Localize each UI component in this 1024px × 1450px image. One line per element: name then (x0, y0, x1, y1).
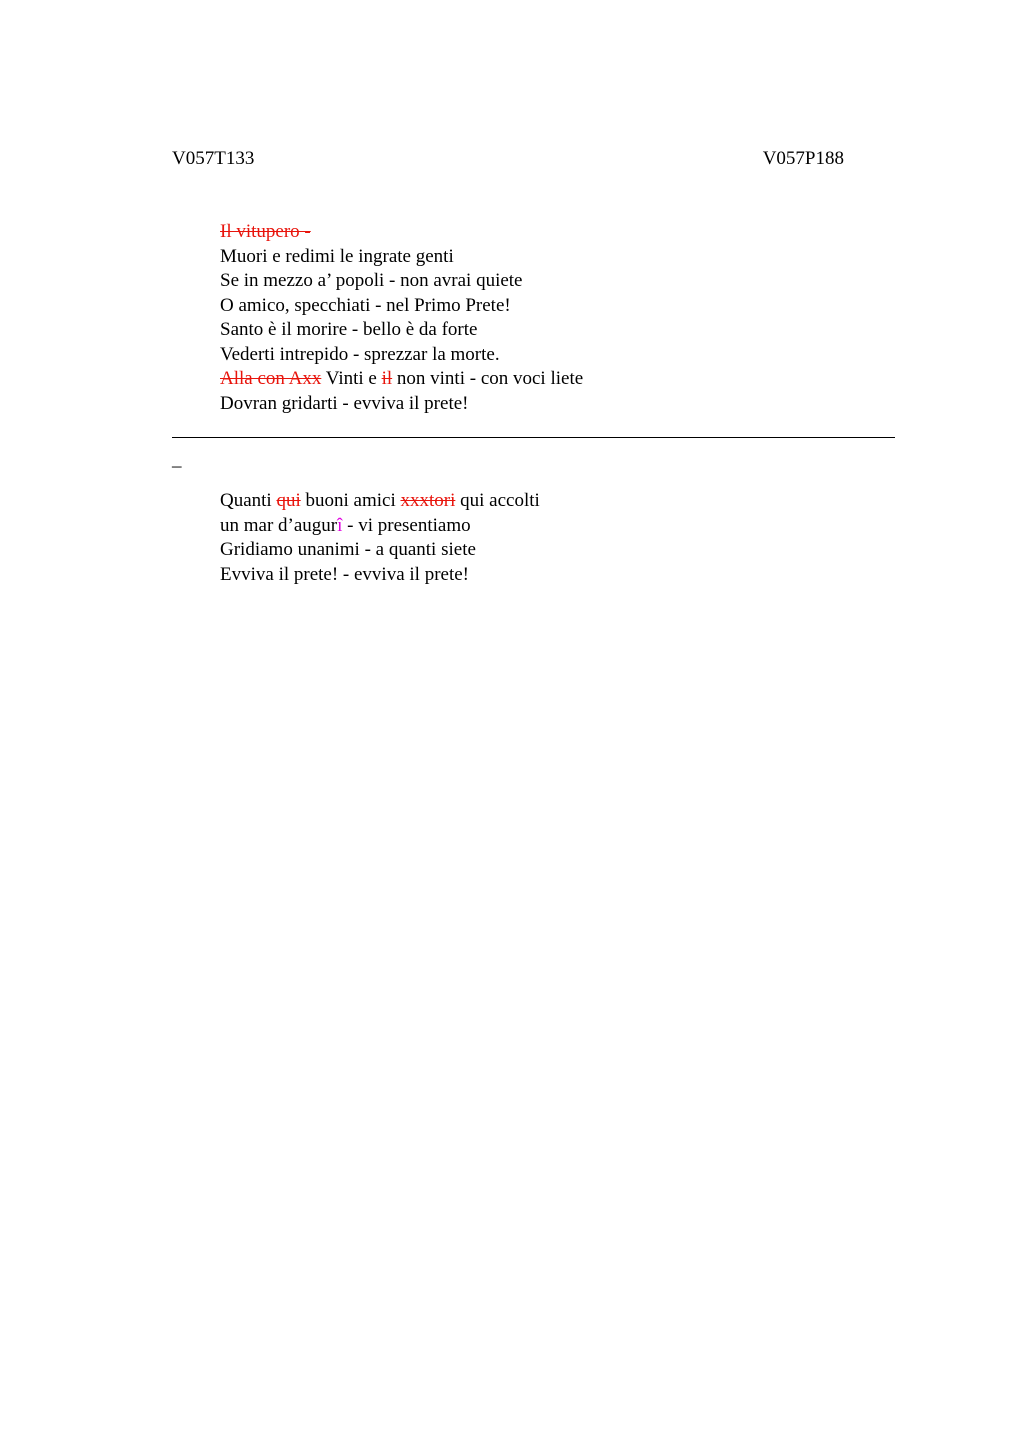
verse-line (220, 489, 900, 514)
verse-line: Gridiamo unanimi - a quanti siete (220, 539, 476, 560)
deleted-text: qui (276, 490, 301, 511)
verse-line: Vederti intrepido - sprezzar la morte. (220, 343, 500, 365)
verse-line: O amico, specchiati - nel Primo Prete! (220, 294, 511, 316)
inserted-text: î (337, 514, 343, 536)
stanza-1 (220, 220, 900, 416)
verse-line: Dovran gridarti - evviva il prete! (220, 392, 469, 414)
document-code-right: V057P188 (762, 148, 844, 169)
verse-text: Vinti e (321, 368, 382, 389)
verse-line (220, 220, 900, 245)
separator-rule (172, 437, 895, 438)
deleted-text: Alla con Axx (220, 368, 322, 389)
document-code-left: V057T133 (172, 148, 255, 169)
verse-text: - vi presentiamo (342, 514, 471, 536)
stanza-2 (220, 489, 900, 587)
verse-text: buoni amici (300, 490, 401, 511)
page-header (172, 147, 844, 171)
deleted-text: Il vitupero - (220, 221, 311, 242)
verse-line (220, 367, 900, 392)
verse-text: un mar d’augur (220, 514, 338, 536)
deleted-text: il (381, 368, 393, 389)
verse-line: Santo è il morire - bello è da forte (220, 319, 478, 340)
verse-line: Se in mezzo a’ popoli - non avrai quiete (220, 270, 523, 291)
deleted-text: xxxtori (400, 490, 456, 511)
verse-text: Quanti (220, 490, 277, 511)
verse-text: qui accolti (455, 490, 540, 511)
verse-line: Muori e redimi le ingrate genti (220, 245, 454, 267)
verse-line: Evviva il prete! - evviva il prete! (220, 563, 470, 585)
verse-line (220, 514, 900, 539)
separator-tail: _ (172, 449, 182, 470)
verse-text: non vinti - con voci liete (392, 368, 584, 389)
